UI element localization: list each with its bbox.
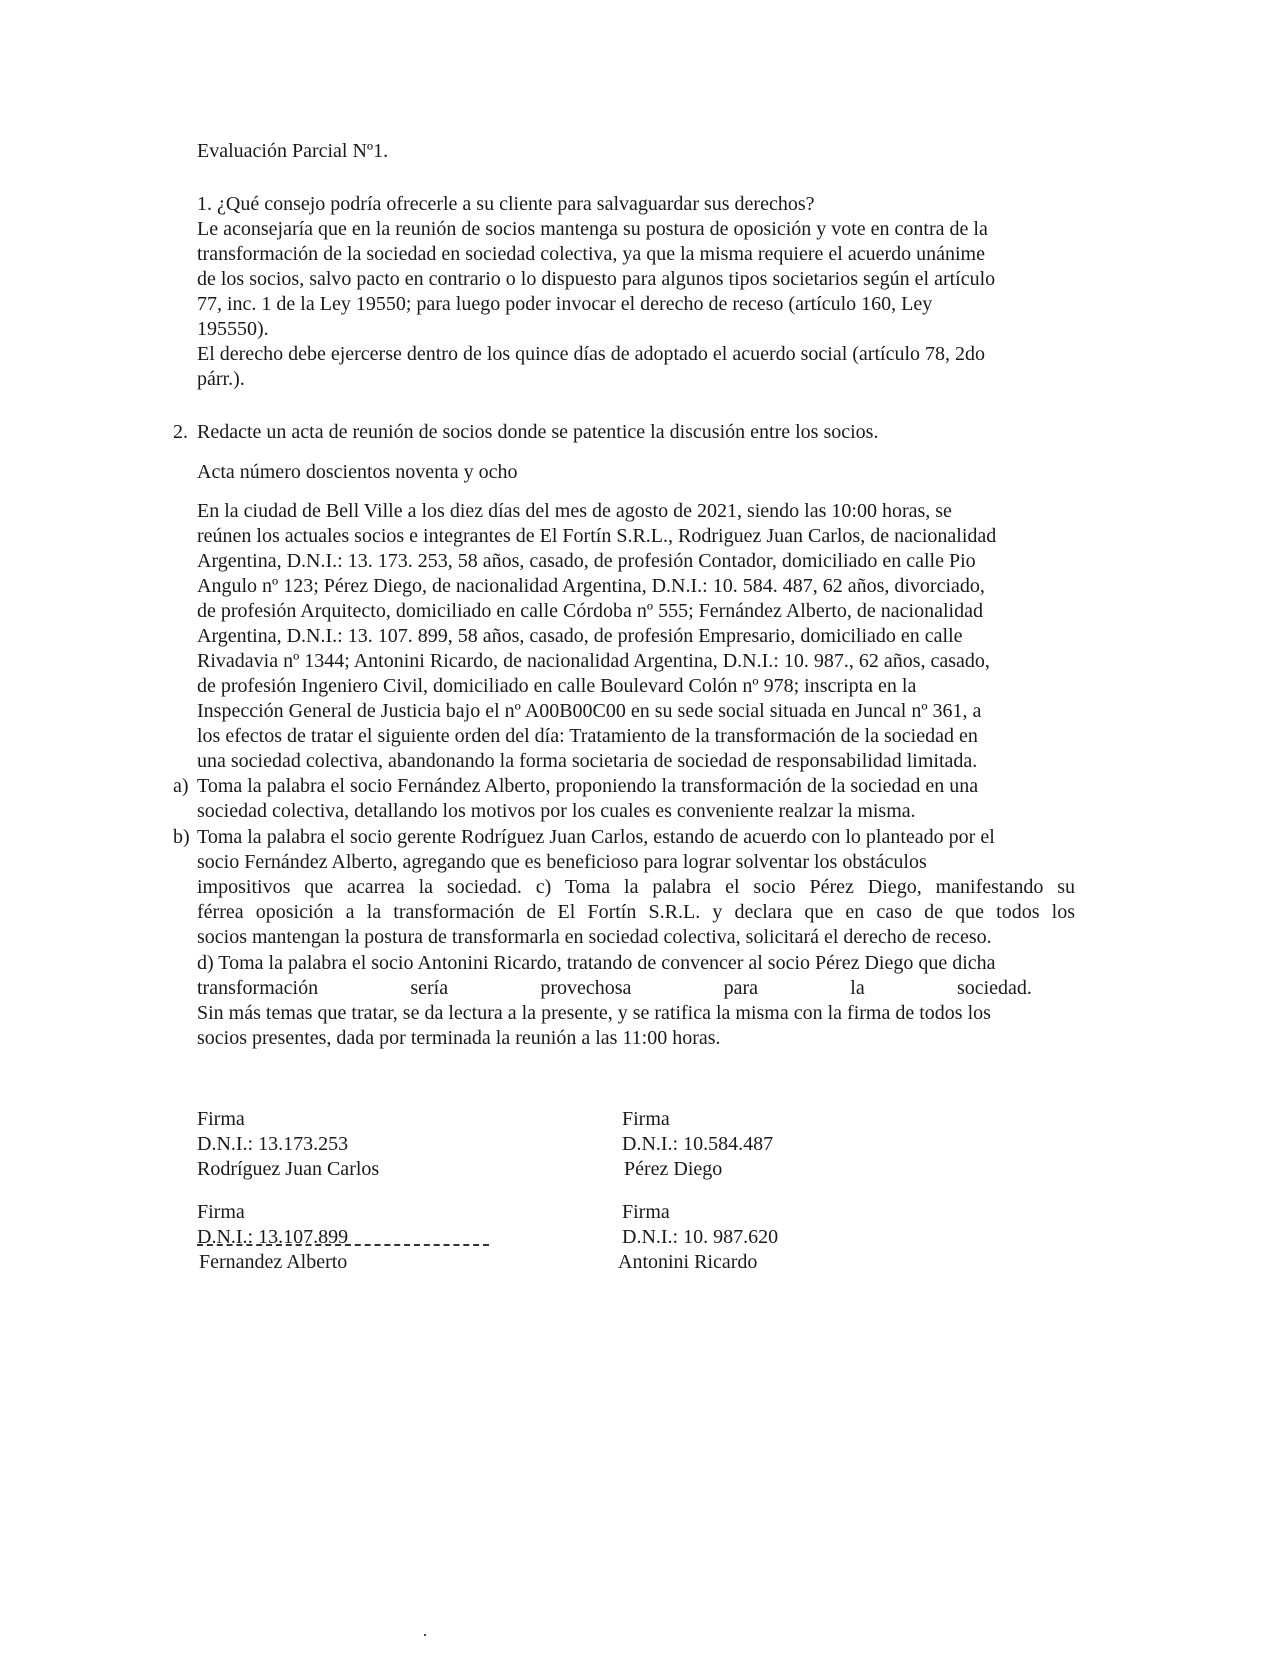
answer-1-line: 195550). bbox=[197, 318, 269, 340]
acta-intro-line: los efectos de tratar el siguiente orden del día: Tratamiento de la transformación de la sociedad en bbox=[197, 725, 978, 747]
item-a-line: Toma la palabra el socio Fernández Alberto, proponiendo la transformación de la sociedad en una bbox=[197, 775, 979, 797]
item-b-line: socio Fernández Alberto, agregando que es beneficioso para lograr solventar los obstáculos bbox=[197, 851, 927, 873]
word: sería bbox=[410, 977, 449, 999]
signature-name: Pérez Diego bbox=[624, 1158, 723, 1180]
acta-heading: Acta número doscientos noventa y ocho bbox=[197, 461, 518, 483]
item-b-spread-line bbox=[197, 975, 1032, 1001]
signature-dni: D.N.I.: 13.173.253 bbox=[197, 1133, 349, 1155]
closing-line: Sin más temas que tratar, se da lectura a la presente, y se ratifica la misma con la firma de todos los bbox=[197, 1002, 991, 1024]
closing-line: socios presentes, dada por terminada la reunión a las 11:00 horas. bbox=[197, 1027, 721, 1049]
acta-intro-line: En la ciudad de Bell Ville a los diez días del mes de agosto de 2021, siendo las 10:00 horas, se bbox=[197, 500, 952, 522]
item-b-line: d) Toma la palabra el socio Antonini Ricardo, tratando de convencer al socio Pérez Diego que dicha bbox=[197, 952, 996, 974]
question-2-marker: 2. bbox=[173, 421, 188, 443]
answer-1-line: 77, inc. 1 de la Ley 19550; para luego poder invocar el derecho de receso (artículo 160, Ley bbox=[197, 293, 933, 315]
signature-name: Fernandez Alberto bbox=[199, 1251, 348, 1273]
item-a-marker: a) bbox=[173, 775, 189, 797]
acta-intro-line: Angulo nº 123; Pérez Diego, de nacionalidad Argentina, D.N.I.: 10. 584. 487, 62 años, divorciado, bbox=[197, 575, 985, 597]
word: para bbox=[723, 977, 759, 999]
item-b-line: férrea oposición a la transformación de El Fortín S.R.L. y declara que en caso de que todos los bbox=[197, 901, 1075, 923]
acta-intro-line: reúnen los actuales socios e integrantes de El Fortín S.R.L., Rodriguez Juan Carlos, de nacionalidad bbox=[197, 525, 997, 547]
signature-name: Antonini Ricardo bbox=[618, 1251, 758, 1273]
answer-1-line: párr.). bbox=[197, 368, 245, 390]
word: sociedad. bbox=[956, 977, 1032, 999]
signature-dni: D.N.I.: 10.584.487 bbox=[622, 1133, 774, 1155]
acta-intro-line: de profesión Ingeniero Civil, domiciliado en calle Boulevard Colón nº 978; inscripta en la bbox=[197, 675, 917, 697]
acta-intro-line: Argentina, D.N.I.: 13. 107. 899, 58 años, casado, de profesión Empresario, domiciliado en calle bbox=[197, 625, 963, 647]
answer-1-line: Le aconsejaría que en la reunión de socios mantenga su postura de oposición y vote en contra de la bbox=[197, 218, 988, 240]
item-b-line: socios mantengan la postura de transformarla en sociedad colectiva, solicitará el derecho de receso. bbox=[197, 926, 992, 948]
acta-intro-line: una sociedad colectiva, abandonando la forma societaria de sociedad de responsabilidad limitada. bbox=[197, 750, 978, 772]
answer-1-line: transformación de la sociedad en sociedad colectiva, ya que la misma requiere el acuerdo unánime bbox=[197, 243, 985, 265]
question-1: 1. ¿Qué consejo podría ofrecerle a su cliente para salvaguardar sus derechos? bbox=[197, 193, 815, 215]
word: la bbox=[850, 977, 865, 999]
item-b-marker: b) bbox=[173, 826, 190, 848]
document-title: Evaluación Parcial Nº1. bbox=[197, 140, 389, 162]
word: provechosa bbox=[540, 977, 632, 999]
word: transformación bbox=[197, 977, 319, 999]
item-a-line: sociedad colectiva, detallando los motivos por los cuales es conveniente realzar la misma. bbox=[197, 800, 916, 822]
question-2: Redacte un acta de reunión de socios donde se patentice la discusión entre los socios. bbox=[197, 421, 879, 443]
answer-1-line: El derecho debe ejercerse dentro de los quince días de adoptado el acuerdo social (artículo 78, 2do bbox=[197, 343, 986, 365]
signature-label: Firma bbox=[622, 1201, 670, 1223]
signature-label: Firma bbox=[197, 1201, 245, 1223]
acta-intro-line: de profesión Arquitecto, domiciliado en calle Córdoba nº 555; Fernández Alberto, de nacionalidad bbox=[197, 600, 983, 622]
answer-1-line: de los socios, salvo pacto en contrario o lo dispuesto para algunos tipos societarios según el artículo bbox=[197, 268, 996, 290]
signature-label: Firma bbox=[197, 1108, 245, 1130]
signature-label: Firma bbox=[622, 1108, 670, 1130]
acta-intro-line: Inspección General de Justicia bajo el nº A00B00C00 en su sede social situada en Juncal nº 361, a bbox=[197, 700, 982, 722]
stray-dot bbox=[424, 1634, 426, 1636]
item-b-line: impositivos que acarrea la sociedad. c) Toma la palabra el socio Pérez Diego, manifestando su bbox=[197, 876, 1075, 898]
item-b-line: Toma la palabra el socio gerente Rodríguez Juan Carlos, estando de acuerdo con lo planteado por el bbox=[197, 826, 995, 848]
signature-name: Rodríguez Juan Carlos bbox=[197, 1158, 380, 1180]
signature-dni: D.N.I.: 10. 987.620 bbox=[622, 1226, 779, 1248]
acta-intro-line: Rivadavia nº 1344; Antonini Ricardo, de nacionalidad Argentina, D.N.I.: 10. 987., 62 años, casado, bbox=[197, 650, 990, 672]
signature-dni: D.N.I.: 13.107.899 bbox=[197, 1226, 349, 1248]
acta-intro-line: Argentina, D.N.I.: 13. 173. 253, 58 años, casado, de profesión Contador, domiciliado en calle Pio bbox=[197, 550, 976, 572]
